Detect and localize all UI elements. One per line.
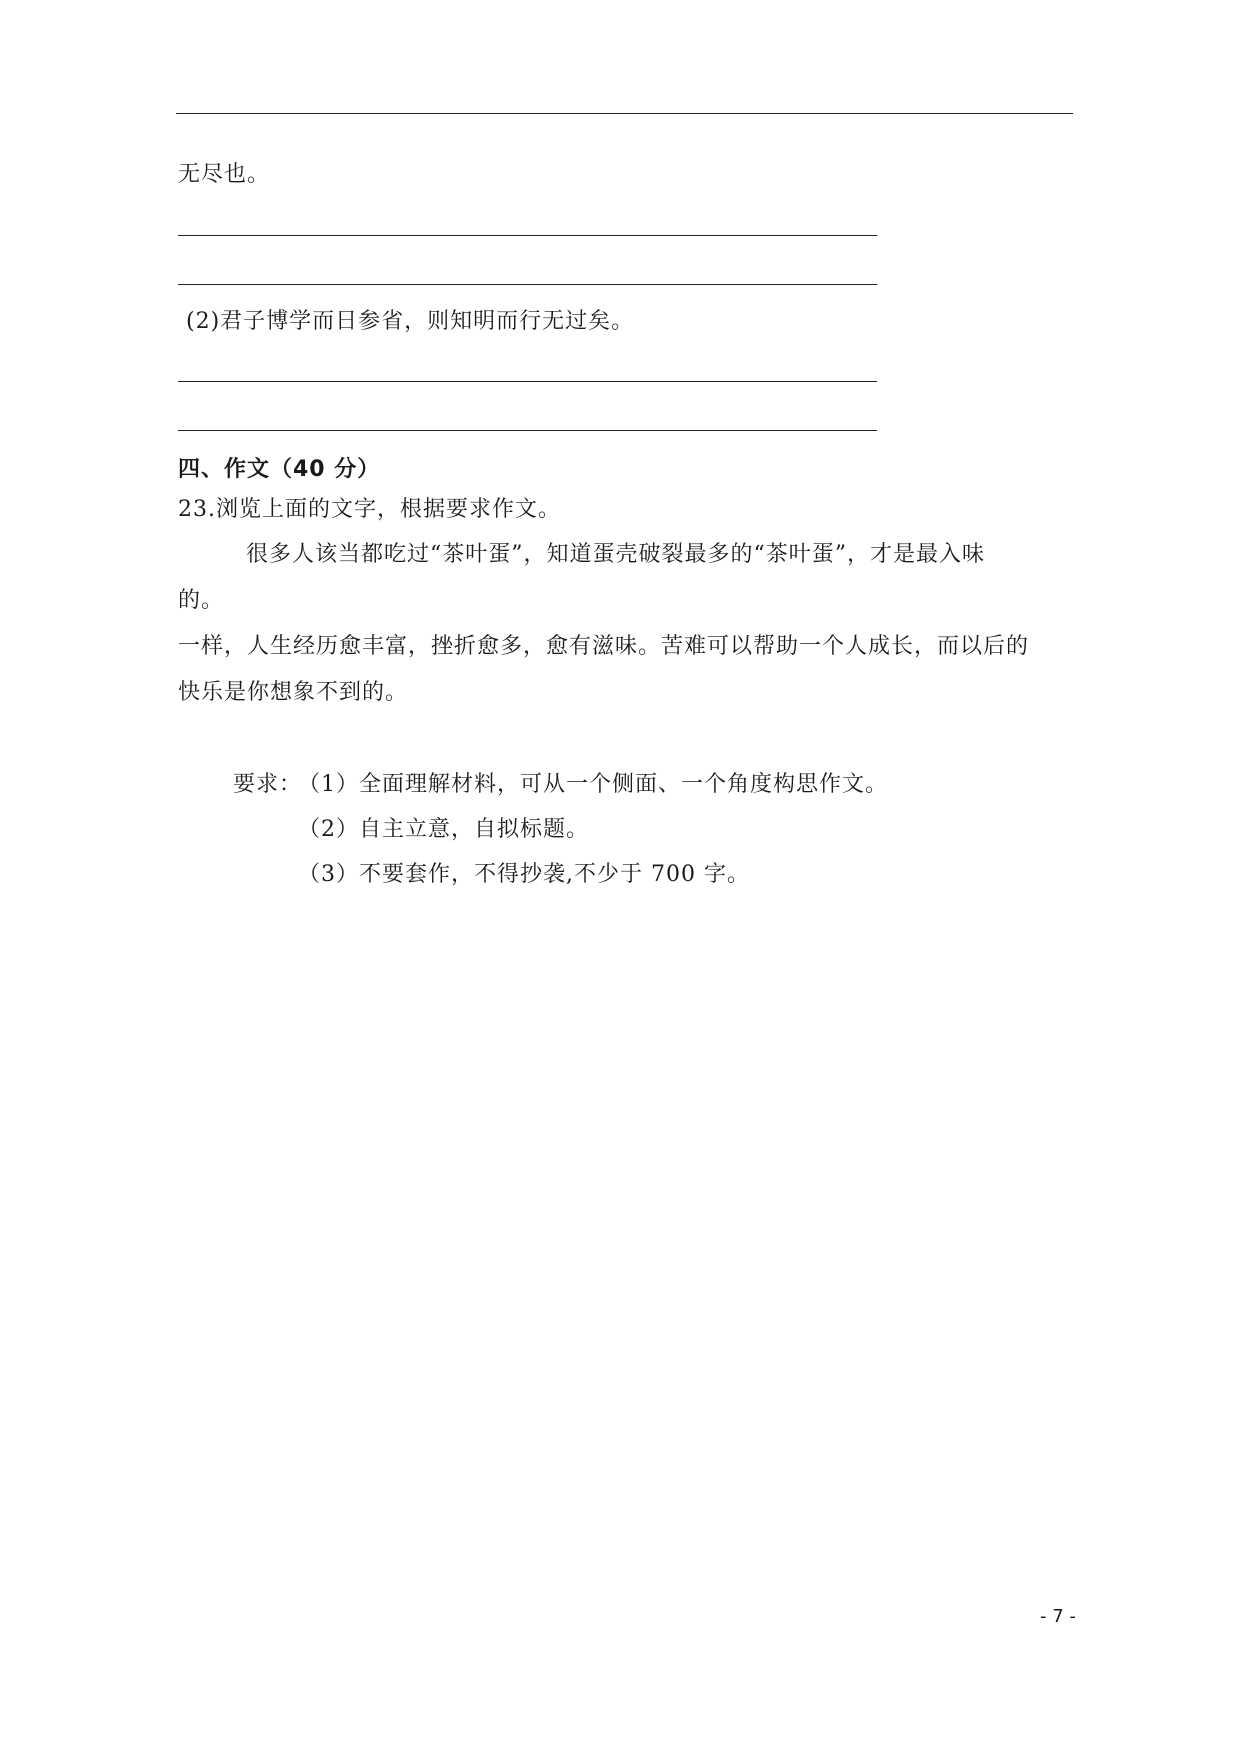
answer-line-2 bbox=[178, 284, 877, 285]
continuation-text: 无尽也。 bbox=[178, 162, 271, 187]
requirement-item-3: （3）不要套作，不得抄袭,不少于 700 字。 bbox=[298, 862, 750, 887]
material-line-1: 很多人该当都吃过“茶叶蛋”，知道蛋壳破裂最多的“茶叶蛋”，才是最入味 bbox=[246, 542, 985, 567]
answer-line-4 bbox=[178, 430, 877, 431]
answer-line-1 bbox=[178, 235, 877, 236]
material-line-2: 的。 bbox=[178, 588, 225, 613]
material-line-3: 一样，人生经历愈丰富，挫折愈多，愈有滋味。苦难可以帮助一个人成长，而以后的 bbox=[178, 634, 1030, 659]
header-rule bbox=[176, 113, 1073, 114]
requirements-label: 要求： bbox=[233, 772, 303, 797]
requirement-item-2: （2）自主立意，自拟标题。 bbox=[298, 817, 589, 842]
answer-line-3 bbox=[178, 381, 877, 382]
question-23-prompt: 23.浏览上面的文字，根据要求作文。 bbox=[178, 497, 561, 522]
requirement-item-1: （1）全面理解材料，可从一个侧面、一个角度构思作文。 bbox=[298, 772, 888, 797]
question-2-text: (2)君子博学而日参省，则知明而行无过矣。 bbox=[186, 309, 635, 334]
page-number: - 7 - bbox=[1040, 1606, 1076, 1627]
section-4-heading: 四、作文（40 分） bbox=[178, 457, 381, 482]
material-line-4: 快乐是你想象不到的。 bbox=[178, 680, 409, 705]
